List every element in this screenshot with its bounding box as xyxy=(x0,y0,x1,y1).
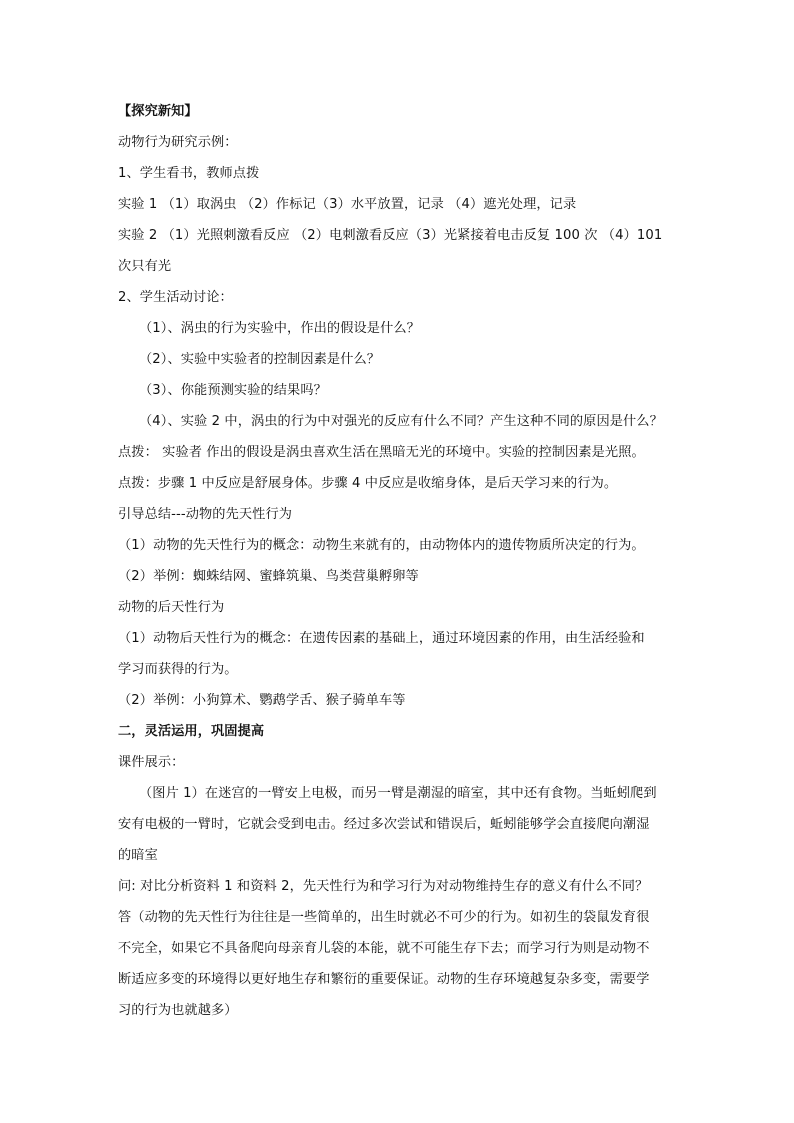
text-line: 动物行为研究示例： xyxy=(118,135,238,150)
answer-line: 不完全，如果它不具备爬向母亲育儿袋的本能，就不可能生存下去；而学习行为则是动物不 xyxy=(118,941,650,956)
text-line: 实验 2 （1）光照刺激看反应 （2）电刺激看反应（3）光紧接着电击反复 100 次 （4）101 xyxy=(118,228,663,243)
text-line: 点拨： 实验者 作出的假设是涡虫喜欢生活在黑暗无光的环境中。实验的控制因素是光照。 xyxy=(118,445,645,460)
text-line: 学习而获得的行为。 xyxy=(118,662,238,677)
text-line: 动物的后天性行为 xyxy=(118,600,225,615)
text-line: 点拨：步骤 1 中反应是舒展身体。步骤 4 中反应是收缩身体，是后天学习来的行为。 xyxy=(118,476,618,491)
answer-line: 答（动物的先天性行为往往是一些简单的，出生时就必不可少的行为。如初生的袋鼠发育很 xyxy=(118,910,650,925)
text-line: 的暗室 xyxy=(118,848,158,863)
discussion-question: （4）、实验 2 中，涡虫的行为中对强光的反应有什么不同？产生这种不同的原因是什么？ xyxy=(139,414,663,429)
text-line: 实验 1 （1）取涡虫 （2）作标记（3）水平放置，记录 （4）遮光处理，记录 xyxy=(118,197,577,212)
discussion-question: （3）、你能预测实验的结果吗？ xyxy=(139,383,327,398)
answer-line: 习的行为也就越多） xyxy=(118,1003,238,1018)
text-line: （1）动物的先天性行为的概念：动物生来就有的，由动物体内的遗传物质所决定的行为。 xyxy=(118,538,645,553)
text-line: （图片 1）在迷宫的一臂安上电极，而另一臂是潮湿的暗室，其中还有食物。当蚯蚓爬到 xyxy=(139,786,657,801)
text-line: （1）动物后天性行为的概念：在遗传因素的基础上，通过环境因素的作用，由生活经验和 xyxy=(118,631,645,646)
discussion-question: （2）、实验中实验者的控制因素是什么？ xyxy=(139,352,381,367)
question-line: 问: 对比分析资料 1 和资料 2，先天性行为和学习行为对动物维持生存的意义有什么不同？ xyxy=(118,879,649,894)
text-line: 安有电极的一臂时，它就会受到电击。经过多次尝试和错误后，蚯蚓能够学会直接爬向潮湿 xyxy=(118,817,650,832)
discussion-question: （1）、涡虫的行为实验中，作出的假设是什么？ xyxy=(139,321,420,336)
text-line: 引导总结---动物的先天性行为 xyxy=(118,507,293,522)
document-page xyxy=(118,96,678,1026)
text-line: （2）举例：小狗算术、鹦鹉学舌、猴子骑单车等 xyxy=(118,693,406,708)
answer-line: 断适应多变的环境得以更好地生存和繁衍的重要保证。动物的生存环境越复杂多变，需要学 xyxy=(118,972,650,987)
text-line: 课件展示： xyxy=(118,755,185,770)
text-line: （2）举例：蜘蛛结网、蜜蜂筑巢、鸟类营巢孵卵等 xyxy=(118,569,419,584)
text-line: 次只有光 xyxy=(118,259,172,274)
section-heading-apply: 二，灵活运用，巩固提高 xyxy=(118,724,265,739)
text-line: 1、学生看书，教师点拨 xyxy=(118,166,260,181)
text-line: 2、学生活动讨论： xyxy=(118,290,233,305)
section-heading-explore: 【探究新知】 xyxy=(118,104,198,119)
